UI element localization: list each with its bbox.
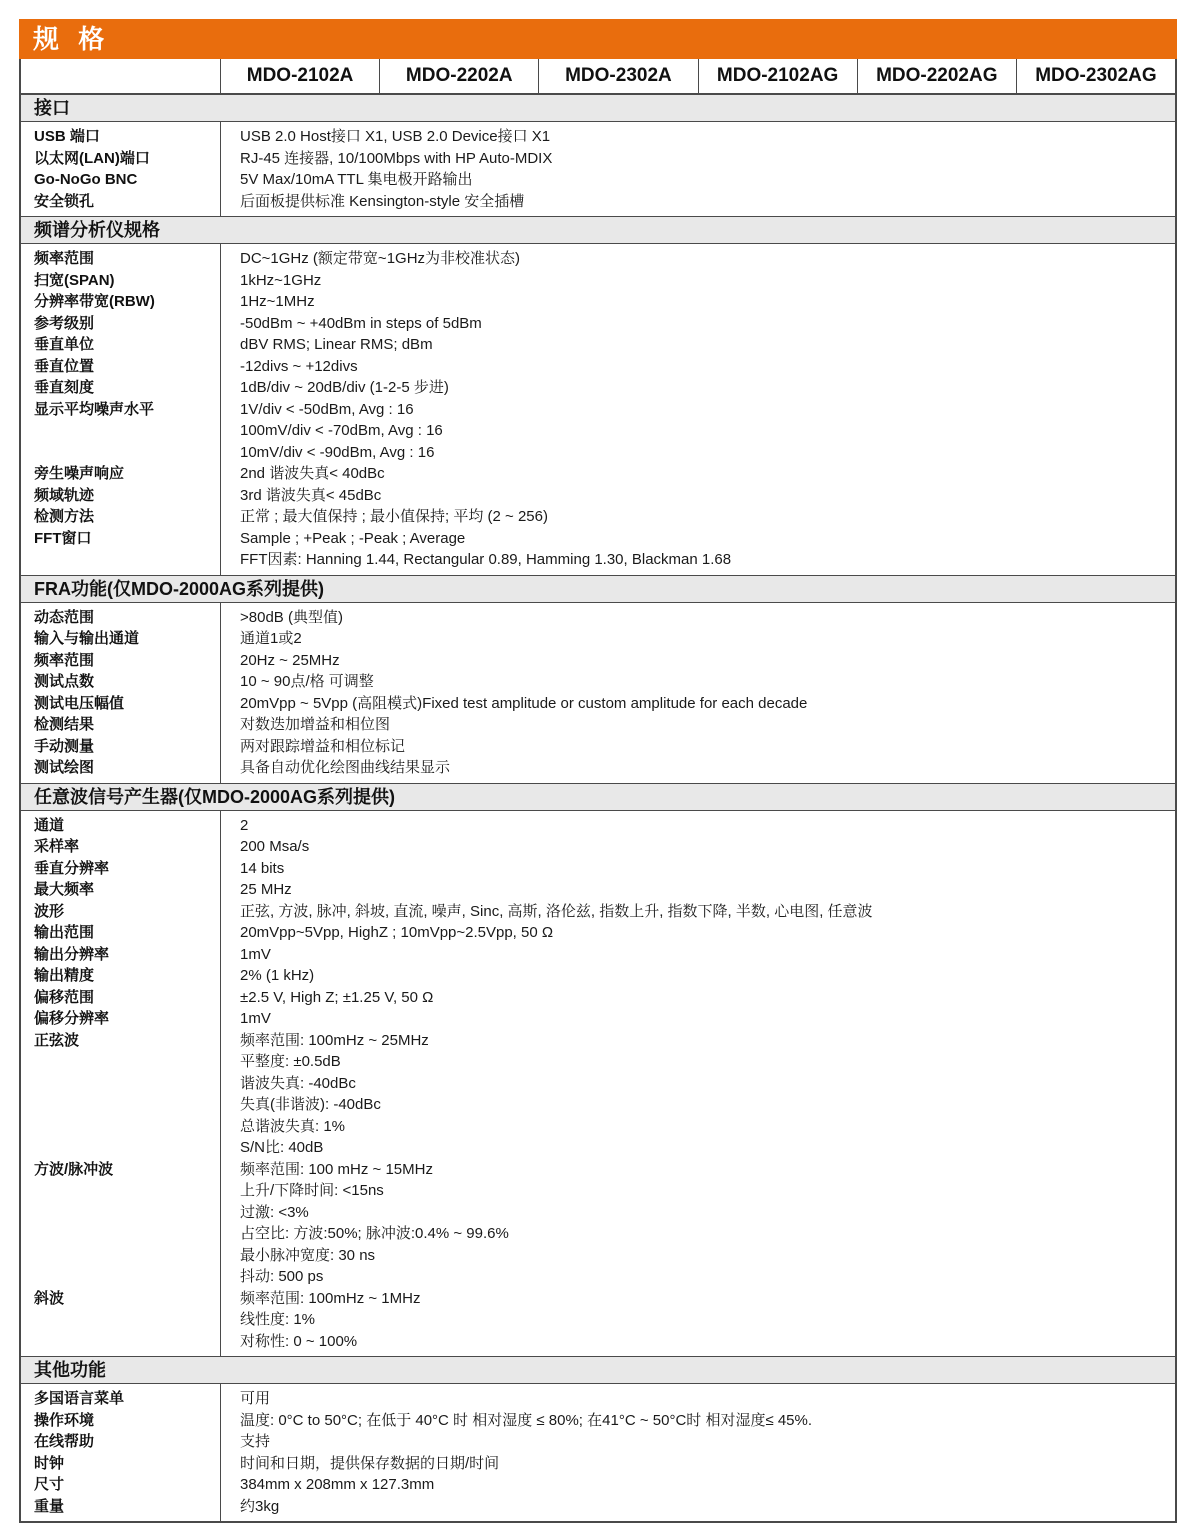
spec-label: 垂直分辨率 <box>34 859 110 877</box>
spec-label: 安全锁孔 <box>34 192 95 210</box>
spec-label: 输出范围 <box>34 924 95 941</box>
spec-value: 频率范围: 100mHz ~ 1MHz <box>240 1289 421 1307</box>
spec-label: 频率范围 <box>34 250 95 267</box>
label-column <box>21 122 221 216</box>
section-body <box>21 122 1175 217</box>
spec-value: 频率范围: 100mHz ~ 25MHz <box>240 1031 429 1049</box>
spec-value: 占空比: 方波:50%; 脉冲波:0.4% ~ 99.6% <box>240 1225 509 1242</box>
spec-label <box>34 1266 220 1288</box>
spec-label: 时钟 <box>34 1454 65 1472</box>
spec-label: 垂直单位 <box>34 336 95 353</box>
spec-label: 垂直刻度 <box>34 379 95 396</box>
spec-value: 两对跟踪增益和相位标记 <box>240 737 406 755</box>
spec-label: 检测结果 <box>34 716 95 733</box>
spec-value: 100mV/div < -70dBm, Avg : 16 <box>240 422 443 439</box>
spec-label: 测试点数 <box>34 673 95 690</box>
spec-label: 多国语言菜单 <box>34 1390 125 1407</box>
spec-label: 输入与输出通道 <box>34 630 140 647</box>
spec-value: 总谐波失真: 1% <box>240 1117 346 1135</box>
spec-label <box>34 1073 220 1095</box>
spec-label <box>34 1223 220 1245</box>
label-column <box>21 1384 221 1521</box>
section-header: 频谱分析仪规格 <box>21 217 1175 244</box>
spec-value: 可用 <box>240 1390 271 1407</box>
spec-value: 25 MHz <box>240 881 292 898</box>
spec-value: ±2.5 V, High Z; ±1.25 V, 50 Ω <box>240 988 434 1006</box>
section-body <box>21 811 1175 1358</box>
spec-value: RJ-45 连接器, 10/100Mbps with HP Auto-MDIX <box>240 149 553 167</box>
label-column <box>21 811 221 1357</box>
page-title: 规 格 <box>19 19 1177 59</box>
model-name: MDO-2302AG <box>1035 65 1157 86</box>
spec-value: 约3kg <box>240 1497 280 1515</box>
spec-label: USB 端口 <box>34 128 100 145</box>
spec-label: 输出分辨率 <box>34 945 110 963</box>
spec-label: 旁生噪声响应 <box>34 465 125 482</box>
value-column <box>221 244 1175 575</box>
spec-value: FFT因素: Hanning 1.44, Rectangular 0.89, Hamming 1.30, Blackman 1.68 <box>240 551 732 568</box>
spec-label: 在线帮助 <box>34 1433 95 1450</box>
spec-value: 对称性: 0 ~ 100% <box>240 1332 358 1350</box>
spec-value: DC~1GHz (额定带宽~1GHz为非校准状态) <box>240 250 521 267</box>
spec-value: 3rd 谐波失真< 45dBc <box>240 486 382 504</box>
spec-label: 采样率 <box>34 838 80 855</box>
spec-label <box>34 442 220 464</box>
model-name: MDO-2202AG <box>858 59 1017 93</box>
spec-label: 动态范围 <box>34 608 95 626</box>
model-name: MDO-2102A <box>221 59 380 93</box>
spec-value: -50dBm ~ +40dBm in steps of 5dBm <box>240 314 482 332</box>
model-header-row <box>21 59 1175 95</box>
spec-value: 1mV <box>240 945 271 963</box>
spec-label: 通道 <box>34 816 65 834</box>
spec-label: 测试绘图 <box>34 759 95 776</box>
spec-value: 失真(非谐波): -40dBc <box>240 1096 381 1113</box>
model-name: MDO-2102AG <box>699 59 858 93</box>
spec-value: 上升/下降时间: <15ns <box>240 1182 384 1199</box>
spec-label: 偏移范围 <box>34 988 95 1006</box>
spec-sections <box>21 95 1175 1521</box>
spec-value: 对数迭加增益和相位图 <box>240 716 391 733</box>
spec-label <box>34 420 220 442</box>
label-column <box>21 244 221 575</box>
spec-value: 200 Msa/s <box>240 838 310 855</box>
section-header: 其他功能 <box>21 1357 1175 1384</box>
section-body <box>21 603 1175 784</box>
spec-value: 2nd 谐波失真< 40dBc <box>240 465 385 482</box>
spec-label: 扫宽(SPAN) <box>34 271 115 289</box>
spec-value: dBV RMS; Linear RMS; dBm <box>240 336 433 353</box>
spec-value: 具备自动优化绘图曲线结果显示 <box>240 759 451 776</box>
spec-label: 输出精度 <box>34 967 95 984</box>
spec-label <box>34 1180 220 1202</box>
spec-value: 正弦, 方波, 脉冲, 斜坡, 直流, 噪声, Sinc, 高斯, 洛伦兹, 指数上升, 指数下降, 半数, 心电图, 任意波 <box>240 902 873 920</box>
spec-label: 频域轨迹 <box>34 486 95 504</box>
spec-label <box>34 1137 220 1159</box>
spec-value: USB 2.0 Host接口 X1, USB 2.0 Device接口 X1 <box>240 128 551 145</box>
spec-value: 时间和日期，提供保存数据的日期/时间 <box>240 1454 500 1472</box>
spec-value: 1kHz~1GHz <box>240 271 322 289</box>
spec-value: 384mm x 208mm x 127.3mm <box>240 1476 435 1493</box>
spec-value: 温度: 0°C to 50°C; 在低于 40°C 时 相对湿度 ≤ 80%; 在41°C ~ 50°C时 相对湿度≤ 45%. <box>240 1411 813 1429</box>
section-body <box>21 244 1175 576</box>
spec-value: 1dB/div ~ 20dB/div (1-2-5 步进) <box>240 379 449 396</box>
section-header: FRA功能(仅MDO-2000AG系列提供) <box>21 576 1175 603</box>
spec-label: 参考级别 <box>34 314 95 332</box>
spec-table <box>19 59 1177 1523</box>
spec-label <box>34 1309 220 1331</box>
spec-label: 重量 <box>34 1497 65 1515</box>
spec-value: 抖动: 500 ps <box>240 1268 324 1285</box>
spec-label: 垂直位置 <box>34 357 95 375</box>
spec-value: 正常 ; 最大值保持 ; 最小值保持; 平均 (2 ~ 256) <box>240 508 548 525</box>
spec-label <box>34 1331 220 1353</box>
spec-value: S/N比: 40dB <box>240 1139 324 1156</box>
spec-value: 过激: <3% <box>240 1203 309 1221</box>
value-column <box>221 603 1175 783</box>
spec-label: 操作环境 <box>34 1411 95 1429</box>
spec-label: 方波/脉冲波 <box>34 1160 114 1178</box>
spec-label: 手动测量 <box>34 737 95 755</box>
spec-label: 波形 <box>34 902 65 920</box>
spec-value: 2 <box>240 816 249 834</box>
spec-value: 平整度: ±0.5dB <box>240 1053 341 1070</box>
model-header-blank <box>21 59 221 93</box>
spec-value: 频率范围: 100 mHz ~ 15MHz <box>240 1160 433 1178</box>
value-column <box>221 811 1175 1357</box>
spec-value: 线性度: 1% <box>240 1311 316 1328</box>
spec-value: >80dB (典型值) <box>240 608 343 626</box>
spec-sheet <box>19 19 1177 1523</box>
spec-value: Sample ; +Peak ; -Peak ; Average <box>240 529 466 547</box>
spec-label: 正弦波 <box>34 1031 80 1049</box>
spec-value: 1Hz~1MHz <box>240 293 315 310</box>
spec-label: 偏移分辨率 <box>34 1010 110 1027</box>
spec-label <box>34 1094 220 1116</box>
spec-label: 频率范围 <box>34 651 95 669</box>
spec-value: 14 bits <box>240 859 285 877</box>
spec-label <box>34 1245 220 1267</box>
spec-value: 后面板提供标准 Kensington-style 安全插槽 <box>240 192 525 210</box>
spec-label: 斜波 <box>34 1289 65 1307</box>
spec-label: 以太网(LAN)端口 <box>34 149 150 167</box>
spec-label: 最大频率 <box>34 881 95 898</box>
section-header: 任意波信号产生器(仅MDO-2000AG系列提供) <box>21 784 1175 811</box>
model-name: MDO-2202A <box>380 59 539 93</box>
spec-label: 分辨率带宽(RBW) <box>34 293 155 310</box>
spec-value: 最小脉冲宽度: 30 ns <box>240 1246 376 1264</box>
spec-value: 1mV <box>240 1010 271 1027</box>
spec-label: 显示平均噪声水平 <box>34 400 155 418</box>
spec-value: -12divs ~ +12divs <box>240 357 358 375</box>
value-column <box>221 1384 1175 1521</box>
label-column <box>21 603 221 783</box>
spec-label: 测试电压幅值 <box>34 694 125 712</box>
spec-value: 10 ~ 90点/格 可调整 <box>240 673 374 690</box>
spec-value: 2% (1 kHz) <box>240 967 315 984</box>
section-header: 接口 <box>21 95 1175 122</box>
spec-value: 20mVpp ~ 5Vpp (高阻模式)Fixed test amplitude or custom amplitude for each decade <box>240 694 808 712</box>
spec-label <box>34 1116 220 1138</box>
spec-label <box>34 549 220 571</box>
spec-label <box>34 1202 220 1224</box>
section-body <box>21 1384 1175 1521</box>
spec-value: 支持 <box>240 1433 271 1450</box>
spec-value: 5V Max/10mA TTL 集电极开路输出 <box>240 171 473 188</box>
spec-label <box>34 1051 220 1073</box>
value-column <box>221 122 1175 216</box>
spec-value: 10mV/div < -90dBm, Avg : 16 <box>240 443 435 461</box>
spec-value: 谐波失真: -40dBc <box>240 1074 356 1092</box>
spec-value: 20Hz ~ 25MHz <box>240 651 340 669</box>
spec-label: 尺寸 <box>34 1476 65 1493</box>
model-name: MDO-2302A <box>539 59 698 93</box>
spec-value: 1V/div < -50dBm, Avg : 16 <box>240 400 414 418</box>
spec-label: FFT窗口 <box>34 529 92 547</box>
spec-label: 检测方法 <box>34 508 95 525</box>
spec-value: 通道1或2 <box>240 630 302 647</box>
spec-label: Go-NoGo BNC <box>34 171 138 188</box>
spec-value: 20mVpp~5Vpp, HighZ ; 10mVpp~2.5Vpp, 50 Ω <box>240 924 554 941</box>
